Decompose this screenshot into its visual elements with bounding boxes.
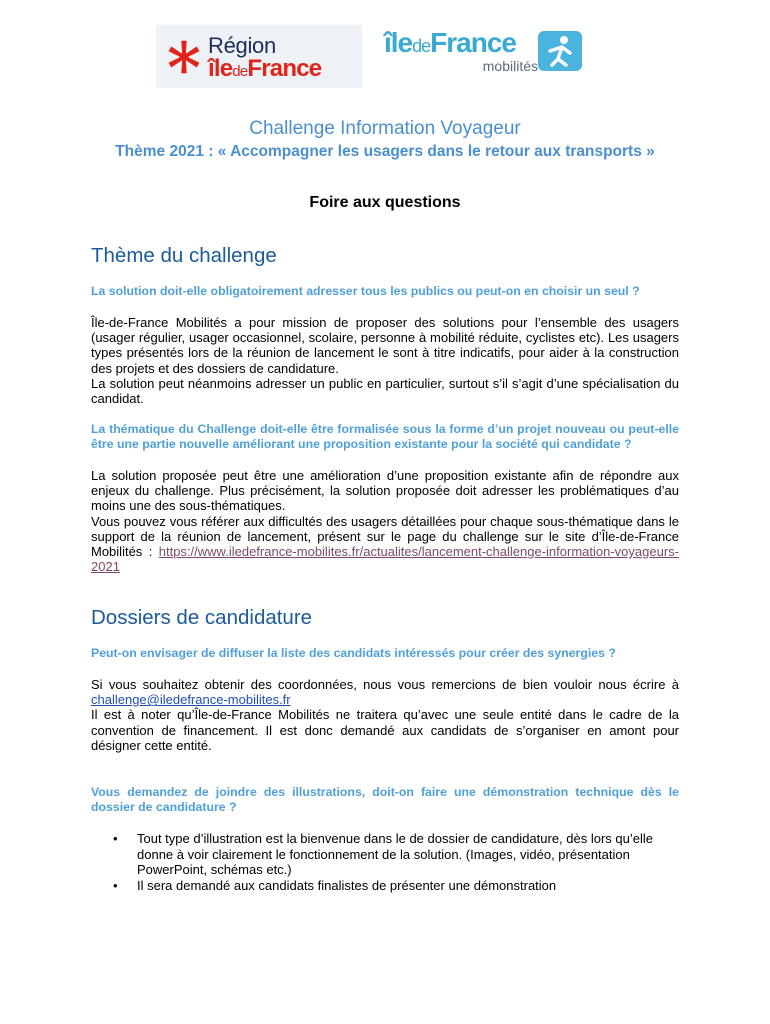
answer-paragraph: Il est à noter qu’Île-de-France Mobilités ne traitera qu’avec une seule entité dans le cadre de la convention de financement. Il est donc demandé aux candidats de s’organiser en amont pour désigner cette entité. <box>91 707 679 753</box>
answer-public <box>91 315 679 406</box>
answer-paragraph: Si vous souhaitez obtenir des coordonnées, nous vous remercions de bien vouloir nous écrire à <box>91 677 679 692</box>
question-demonstration: Vous demandez de joindre des illustrations, doit-on faire une démonstration technique dès le dossier de candidature ? <box>91 785 679 814</box>
region-logo-line2: îledeFrance <box>208 55 322 82</box>
idfm-logo-line1: îledeFrance <box>384 27 516 58</box>
document-title: Challenge Information Voyageur <box>249 118 521 139</box>
answer-paragraph: La solution peut néanmoins adresser un public en particulier, surtout s’il s’agit d’une spécialisation du candidat. <box>91 375 679 407</box>
star-icon <box>166 39 202 75</box>
idf-mobilites-logo <box>384 27 594 87</box>
answer-paragraph: Île-de-France Mobilités a pour mission de proposer des solutions pour l’ensemble des usagers (usager régulier, usager occasionnel, scolaire, personne à mobilité réduite, cyclistes etc). Les usagers types présentés lors de la réunion de lancement le sont à titre indicatifs, pour aider à la construction des projets et des dossiers de candidature. <box>91 315 679 376</box>
question-thematique: La thématique du Challenge doit-elle être formalisée sous la forme d’un projet nouveau ou peut-elle être une partie nouvelle améliorant une proposition existante pour la société qui candidate ? <box>91 422 679 451</box>
answer-thematique <box>91 468 679 574</box>
contact-email-link[interactable]: challenge@iledefrance-mobilites.fr <box>91 692 291 708</box>
list-item: • Il sera demandé aux candidats finalistes de présenter une démonstration <box>113 878 673 894</box>
answer-paragraph: La solution proposée peut être une amélioration d’une proposition existante afin de répondre aux enjeux du challenge. Plus précisément, la solution proposée doit adresser les problématiques d’au moins une des sous-thématiques. <box>91 468 679 514</box>
question-synergies: Peut-on envisager de diffuser la liste des candidats intéressés pour créer des synergies ? <box>91 646 616 660</box>
answer-bullet-list <box>113 831 673 893</box>
answer-synergies <box>91 677 679 753</box>
logos-bar <box>0 23 770 89</box>
walking-person-icon <box>538 31 582 71</box>
list-item: • Tout type d’illustration est la bienvenue dans le de dossier de candidature, dès lors qu’elle donne à voir clairement le fonctionnement de la solution. (Images, vidéo, présentation PowerPoint, schémas etc.) <box>113 831 673 878</box>
faq-heading: Foire aux questions <box>309 194 461 211</box>
challenge-page-link[interactable]: https://www.iledefrance-mobilites.fr/actualites/lancement-challenge-information-voyageurs-2021 <box>91 544 679 575</box>
region-logo-line1: Région <box>208 33 276 58</box>
question-public: La solution doit-elle obligatoirement adresser tous les publics ou peut-on en choisir un seul ? <box>91 284 640 298</box>
idfm-logo-line2: mobilités <box>482 58 538 74</box>
answer-paragraph: Vous pouvez vous référer aux difficultés des usagers détaillées pour chaque sous-thématique dans le support de la réunion de lancement, présent sur le page du challenge sur le site d’Île-de-France Mobilités : <box>91 513 679 560</box>
document-subtitle: Thème 2021 : « Accompagner les usagers dans le retour aux transports » <box>115 143 655 160</box>
section-heading-dossiers: Dossiers de candidature <box>91 606 313 629</box>
region-ile-de-france-logo <box>156 25 362 88</box>
section-heading-theme: Thème du challenge <box>91 244 277 267</box>
